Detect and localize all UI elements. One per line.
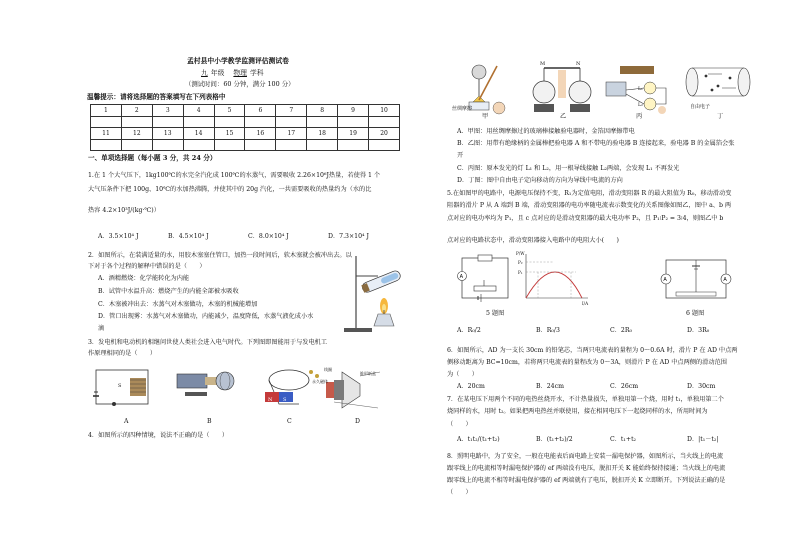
answer-cell-header: 10	[369, 105, 400, 117]
answer-cell-header: 9	[338, 105, 369, 117]
q1-line2: 大气压条件下把 100g、10℃的水加热沸腾，并使其中的 20g 汽化，一共需要吸收的热量约为（水的比	[88, 186, 372, 193]
q1-line3: 热容 4.2×10³J/(kg·℃)）	[88, 207, 160, 214]
answer-cell[interactable]	[183, 139, 214, 151]
grade-subject-line	[198, 69, 264, 77]
n-label: N	[576, 61, 581, 67]
q5-line3: 点对应的电功率均为 P₁，且 c 点对应的是滑动变阻器的最大电功率 P₂，且 P₁∶P₂ = 3∶4，则图乙中 b	[447, 215, 724, 222]
q6-option-d[interactable]: D．30cm	[687, 383, 716, 390]
answer-tip: 温馨提示：请将选择题的答案填写在下列表格中	[87, 93, 226, 101]
q3-line1: 3．发电机和电动机的相继问世使人类社会进入电气时代。下列图即图能用于与发电机工	[88, 339, 328, 346]
q7-line1: 7．在某电压下用两个不同的电热丝烧开水，不计热量损失，单独用第一个烧，用时 t₁，单独用第二个	[447, 396, 724, 403]
q3-fig-d-label1: 线圈	[324, 367, 332, 372]
answer-cell-header: 17	[276, 128, 307, 140]
fig-yi	[528, 62, 598, 116]
q4-line1: 4．如图所示的四种情境，说法不正确的是（ ）	[88, 432, 229, 439]
q7-option-d[interactable]: D．|t₁－t₂|	[687, 436, 719, 443]
answer-cell[interactable]	[338, 139, 369, 151]
answer-cell-header: 14	[183, 128, 214, 140]
fig-label-jia: 甲	[482, 113, 489, 120]
exam-info: （测试时间：60 分钟，满分 100 分）	[185, 80, 295, 88]
grade-value: 九	[201, 69, 208, 77]
graph-y-label: P/W	[516, 251, 525, 256]
q8-line2: 跟零线上的电流相等时漏电保护器的 ef 两端没有电压，脱扣开关 K 能始终保持接通；当火线上的电流	[447, 465, 726, 472]
q2-line2: 下对于各个过程的解释中错误的是（ ）	[88, 263, 206, 270]
answer-cell-header: 5	[214, 105, 245, 117]
graph-p2-label: P₂	[518, 260, 523, 265]
q3-fig-d-label3: 锥形纸盆	[360, 371, 376, 376]
m-label: M	[540, 61, 546, 67]
q2-line1: 2．如图所示，在装满适量的水，用胶木塞塞住管口，加热一段时间后，软木塞就会被冲出去。以	[88, 252, 352, 259]
answer-cell-header: 18	[307, 128, 338, 140]
grade-word: 年级	[210, 69, 225, 77]
electron-label: 自由电子	[690, 104, 711, 110]
answer-cell-header: 11	[91, 128, 122, 140]
answer-cell-header: 19	[338, 128, 369, 140]
answer-cell-header: 13	[152, 128, 183, 140]
graph-x-label: I/A	[582, 301, 589, 306]
section-heading: 一、单项选择题（每小题 3 分，共 24 分）	[88, 154, 217, 162]
q7-option-a[interactable]: A．t₁t₂/(t₁+t₂)	[457, 436, 500, 443]
answer-cell[interactable]	[307, 116, 338, 128]
q2-option-a[interactable]: A．酒精燃烧：化学能转化为内能	[98, 275, 190, 282]
answer-cell[interactable]	[152, 116, 183, 128]
answer-table-row	[91, 128, 400, 140]
svg-text:A: A	[459, 274, 464, 280]
answer-cell[interactable]	[245, 139, 276, 151]
answer-cell-header: 15	[214, 128, 245, 140]
q3-figure-c	[255, 362, 325, 412]
svg-text:A: A	[663, 277, 667, 283]
answer-cell-header: 16	[245, 128, 276, 140]
answer-cell[interactable]	[307, 139, 338, 151]
q6-option-a[interactable]: A．20cm	[457, 383, 485, 390]
answer-cell[interactable]	[369, 139, 400, 151]
q6-line2: 侧移动距离为 BC=10cm，若将两只电流表的量程改为 0～3A，则滑片 P 在 AD 中点两侧的滑动范围	[447, 359, 727, 366]
q3-fig-c-n-label: N	[268, 397, 273, 403]
q6-line1: 6．如图所示，AD 为一支长 30cm 的铅笔芯，当两只电流表的量程为 0～0.6A 时，滑片 P 在 AD 中点两	[447, 347, 738, 354]
answer-cell-header: 1	[91, 105, 122, 117]
q3-figure-a	[92, 366, 158, 410]
q5-line4: 点对应的电路状态中，滑动变阻器接入电路中的电阻大小( )	[447, 237, 619, 244]
q5-option-b[interactable]: B．R₀/3	[536, 327, 560, 334]
q5-option-a[interactable]: A．R₀/2	[457, 327, 481, 334]
answer-cell-header: 20	[369, 128, 400, 140]
q5-line2: 阻器的滑片 P 从 A 端到 B 端，滑动变阻器的电功率随电流表示数变化的关系图像如图乙，图中 a、b 两	[447, 202, 732, 209]
answer-cell[interactable]	[338, 116, 369, 128]
fig-bing	[600, 60, 674, 116]
q1-option-b[interactable]: B．4.5×10⁴ J	[168, 233, 209, 240]
answer-cell[interactable]	[214, 116, 245, 128]
answer-cell-header: 7	[276, 105, 307, 117]
q4-option-a[interactable]: A．甲图：用丝绸摩擦过的玻璃棒接触验电器时，金箔因摩擦带电	[457, 128, 635, 135]
answer-cell[interactable]	[121, 139, 152, 151]
q8-line1: 8．照明电路中，为了安全，一般在电能表后面电路上安装一漏电保护器，如图所示，当火线上的电流	[447, 453, 724, 460]
answer-cell[interactable]	[121, 116, 152, 128]
silk-label: 丝绸摩擦	[452, 106, 473, 112]
q7-line2: 烧同样的水，用时 t₂。如果把两电热丝并联使用，接在相同电压下一起烧同样的水，所用时间为	[447, 408, 708, 415]
school-title: 孟村县中小学教学监测评估测试卷	[187, 57, 289, 65]
answer-cell[interactable]	[91, 139, 122, 151]
right-column	[400, 0, 794, 560]
fig6-caption: 6 题图	[686, 310, 705, 317]
l1-label: L₁	[638, 87, 643, 92]
q2-option-c[interactable]: C．木塞被冲出去：水蒸气对木塞做功，木塞的机械能增加	[98, 301, 258, 308]
answer-cell-header: 2	[121, 105, 152, 117]
q1-option-d[interactable]: D．7.3×10⁴ J	[328, 233, 369, 240]
q4-option-c[interactable]: C．丙图：原本发光的灯 L₁ 和 L₂，用一根导线接触 L₂两端，会发现 L₁ 不再发光	[457, 165, 680, 172]
q3-fig-d-label2: 永久磁体	[312, 379, 328, 384]
answer-table-row	[91, 116, 400, 128]
q1-option-c[interactable]: C．8.0×10⁴ J	[248, 233, 289, 240]
q8-line4: （ ）	[447, 489, 472, 496]
q2-option-d-cont: 滴	[98, 325, 105, 332]
q2-option-d[interactable]: D．管口出现雾：水蒸气对木塞做功，内能减少，温度降低，水蒸气液化成小水	[98, 313, 314, 320]
q5-power-graph	[516, 250, 592, 306]
q3-label-c: C	[287, 418, 292, 425]
answer-cell[interactable]	[369, 116, 400, 128]
answer-cell-header: 8	[307, 105, 338, 117]
answer-cell[interactable]	[214, 139, 245, 151]
q6-option-c[interactable]: C．26cm	[610, 383, 639, 390]
q2-option-b[interactable]: B．试管中水温升高：燃烧产生的内能全部被水吸收	[98, 288, 239, 295]
answer-table-row	[91, 105, 400, 117]
q6-option-b[interactable]: B．24cm	[536, 383, 564, 390]
q3-label-b: B	[207, 418, 212, 425]
q7-line3: （ ）	[447, 421, 472, 428]
graph-p1-label: P₁	[518, 270, 523, 275]
q3-label-d: D	[355, 418, 360, 425]
answer-cell-header: 4	[183, 105, 214, 117]
q8-line3: 跟零线上的电流不相等时漏电保护器的 ef 两端就有了电压，脱扣开关 K 立即断开。下列说法正确的是	[447, 477, 726, 484]
q4-option-b[interactable]: B．乙图：用带有绝缘柄的金属棒把验电器 A 和不带电的验电器 B 连接起来，验电器 B 的金属箔会张	[457, 140, 735, 147]
q4-option-d[interactable]: D．丁图：图中自由电子定向移动的方向为导线中电流的方向	[457, 177, 623, 184]
q3-line2: 作原理相同的是（ ）	[88, 350, 157, 357]
answer-cell[interactable]	[183, 116, 214, 128]
q7-option-c[interactable]: C．t₁+t₂	[610, 436, 637, 443]
subject-value: 物理	[233, 69, 247, 77]
q4-option-b-cont: 开	[457, 152, 464, 159]
q5-option-c[interactable]: C．2R₀	[610, 327, 632, 334]
l2-label: L₂	[638, 103, 643, 108]
fig-label-ding: 丁	[717, 113, 724, 120]
answer-table-row	[91, 139, 400, 151]
q3-label-a: A	[124, 418, 129, 425]
answer-cell-header: 12	[121, 128, 152, 140]
answer-cell[interactable]	[91, 116, 122, 128]
answer-cell-header: 6	[245, 105, 276, 117]
fig-ding	[678, 62, 758, 102]
answer-table	[90, 104, 400, 151]
q3-fig-c-s-label: S	[283, 397, 287, 403]
fig5-caption: 5 题图	[486, 310, 505, 317]
q5-line1: 5.在如图甲的电路中，电源电压保持不变，R₁为定值电阻，滑动变阻器 R 的最大阻值为 R₀，移动滑动变	[447, 190, 732, 197]
svg-text:A: A	[723, 277, 727, 283]
answer-cell[interactable]	[276, 116, 307, 128]
q6-line3: 为（ ）	[447, 371, 478, 378]
q1-line1: 1.在 1 个大气压下，1kg100℃的水完全汽化成 100℃的水蒸气，需要吸收 2.26×10⁶J热量，若使得 1 个	[88, 172, 381, 179]
fig-label-yi: 乙	[560, 113, 567, 120]
fig-label-bing: 丙	[636, 113, 643, 120]
q6-circuit-figure	[656, 252, 736, 304]
answer-cell[interactable]	[276, 139, 307, 151]
subject-word: 学科	[249, 69, 264, 77]
q1-option-a[interactable]: A．3.5×10⁴ J	[98, 233, 139, 240]
answer-cell-header: 3	[152, 105, 183, 117]
q5-option-d[interactable]: D．3R₀	[687, 327, 710, 334]
answer-cell[interactable]	[152, 139, 183, 151]
q3-figure-b	[175, 368, 237, 404]
q5-circuit-figure	[456, 250, 516, 304]
q3-fig-a-s-label: S	[118, 383, 122, 389]
q7-option-b[interactable]: B．(t₁+t₂)/2	[536, 436, 573, 443]
answer-cell[interactable]	[245, 116, 276, 128]
